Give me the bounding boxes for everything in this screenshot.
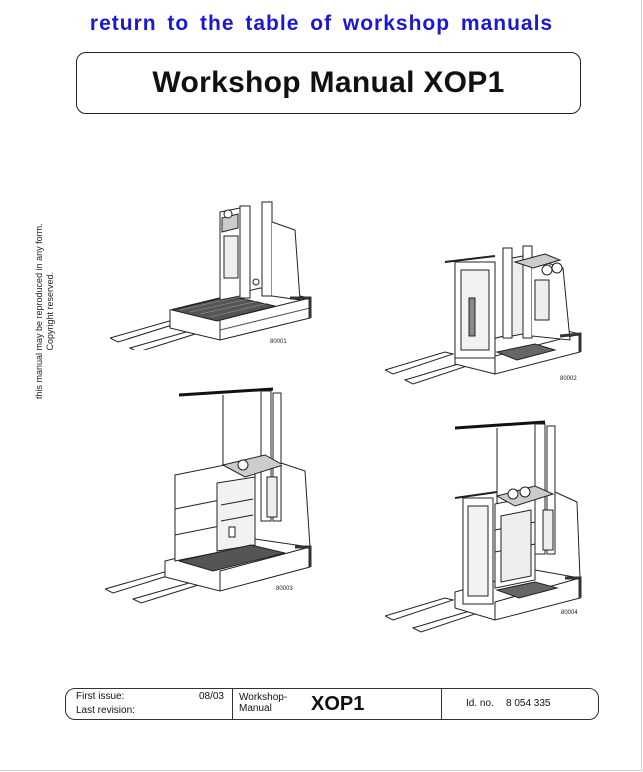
return-to-manuals-link[interactable]: return to the table of workshop manuals <box>89 12 554 35</box>
truck-figure-4 <box>385 420 590 640</box>
copyright-note <box>34 223 56 399</box>
manual-cell <box>233 689 442 719</box>
copyright-line-2: Copyright reserved. <box>45 271 55 351</box>
figure-label-1: 80001 <box>270 339 287 345</box>
figure-label-3: 80003 <box>276 586 293 592</box>
id-number-value: 8 054 335 <box>506 698 551 709</box>
workshop-manual-line-2: Manual <box>239 703 272 714</box>
copyright-line-1: this manual may be reproduced in any form. <box>34 223 44 399</box>
issue-cell <box>66 689 233 719</box>
id-cell <box>442 689 598 719</box>
footer-info-box <box>65 688 599 720</box>
model-code: XOP1 <box>311 693 365 715</box>
figure-label-2: 80002 <box>560 376 577 382</box>
first-issue-value: 08/03 <box>198 691 224 702</box>
first-issue-label: First issue: <box>76 691 125 702</box>
workshop-manual-line-1: Workshop- <box>239 692 288 703</box>
figure-label-4: 80004 <box>561 610 578 616</box>
truck-figure-3 <box>105 385 320 605</box>
workshop-manual-label <box>239 692 297 714</box>
truck-figure-2 <box>385 240 590 385</box>
title-box <box>76 52 581 114</box>
id-number-label: Id. no. <box>466 698 494 709</box>
last-revision-label: Last revision: <box>76 705 135 716</box>
page-title: Workshop Manual XOP1 <box>152 66 505 99</box>
truck-figure-1 <box>110 200 320 350</box>
